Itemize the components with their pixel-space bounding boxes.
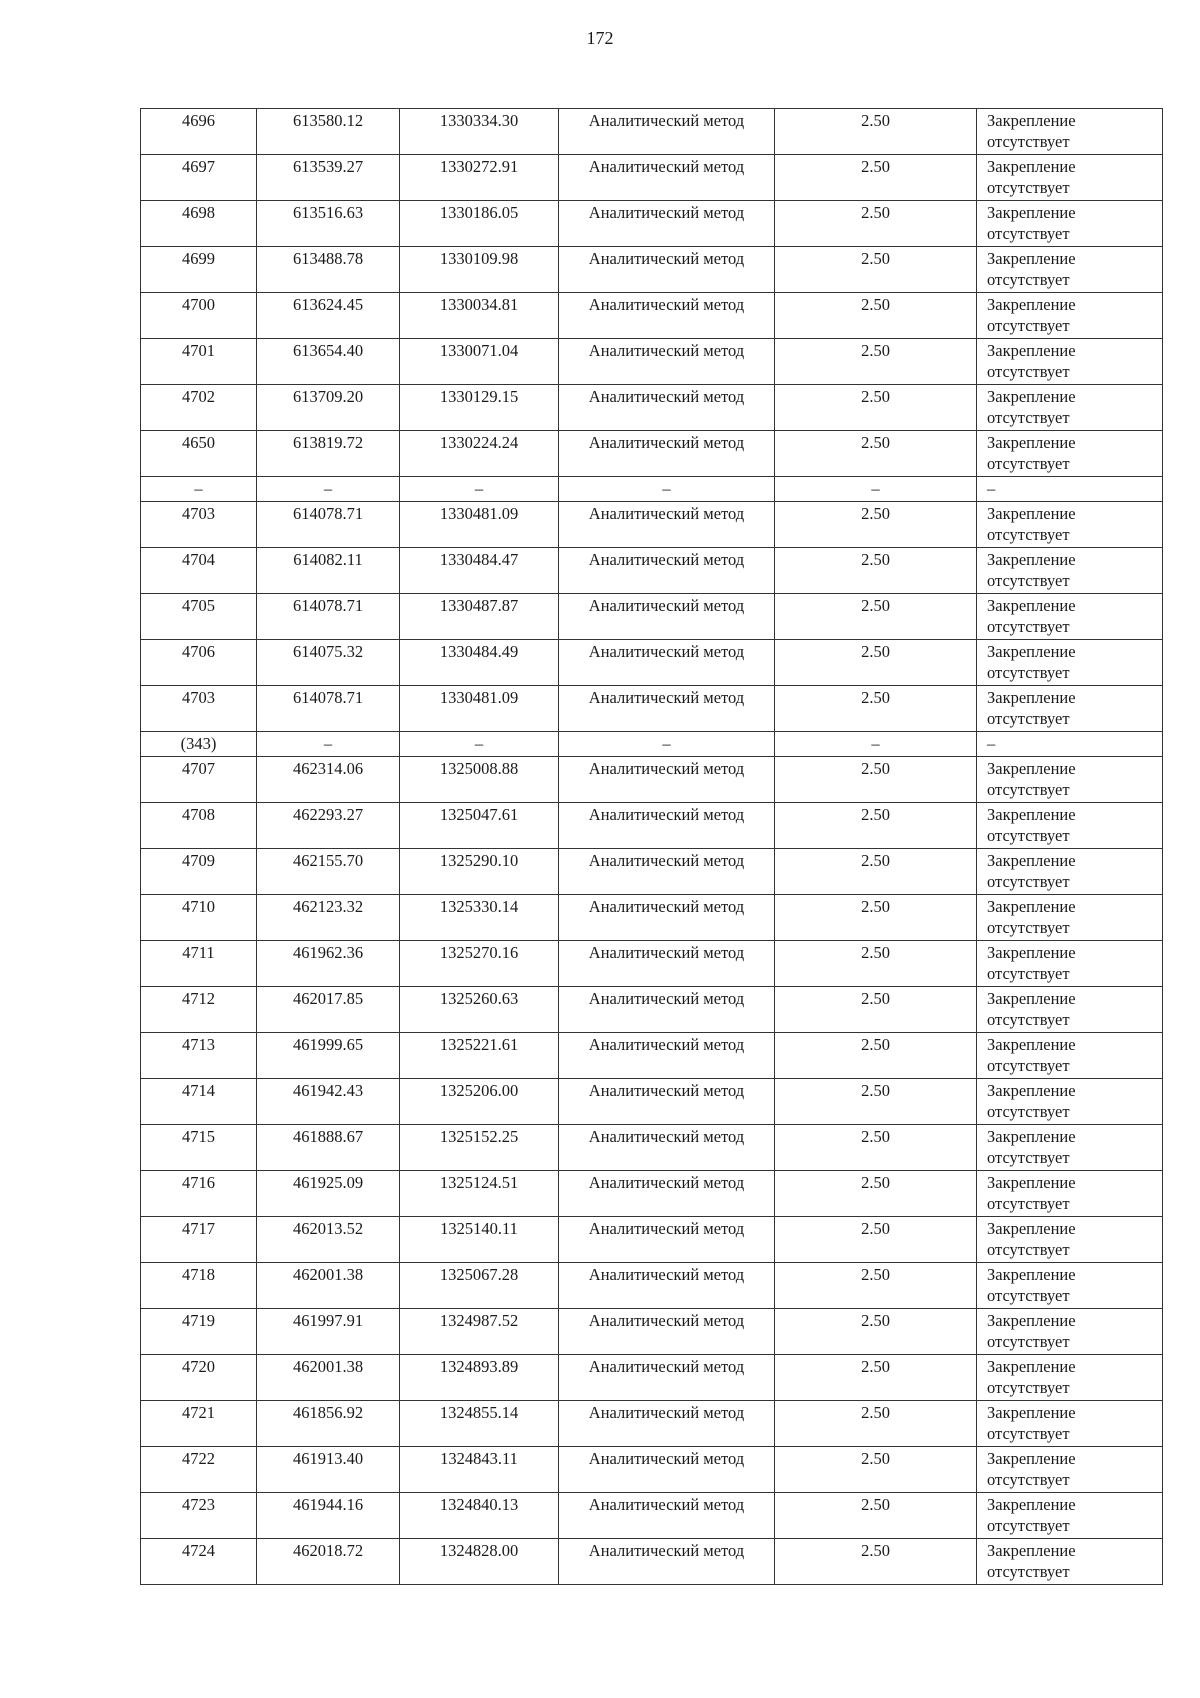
- fixing-line-2: отсутствует: [987, 617, 1070, 636]
- x-coordinate-cell: 462001.38: [257, 1355, 400, 1401]
- y-coordinate-cell: –: [400, 732, 559, 757]
- method-cell: –: [559, 732, 775, 757]
- y-coordinate-cell: 1330334.30: [400, 109, 559, 155]
- table-row: [141, 941, 1163, 987]
- y-coordinate-cell: 1325124.51: [400, 1171, 559, 1217]
- fixing-cell: [977, 895, 1163, 941]
- table-row: [141, 1447, 1163, 1493]
- fixing-line-2: отсутствует: [987, 224, 1070, 243]
- method-cell: Аналитический метод: [559, 1033, 775, 1079]
- y-coordinate-cell: 1325270.16: [400, 941, 559, 987]
- table-row: [141, 1263, 1163, 1309]
- x-coordinate-cell: 462293.27: [257, 803, 400, 849]
- accuracy-cell: 2.50: [775, 895, 977, 941]
- accuracy-cell: 2.50: [775, 594, 977, 640]
- x-coordinate-cell: 462001.38: [257, 1263, 400, 1309]
- fixing-line-1: Закрепление: [987, 1127, 1076, 1146]
- y-coordinate-cell: 1325206.00: [400, 1079, 559, 1125]
- method-cell: Аналитический метод: [559, 431, 775, 477]
- method-cell: Аналитический метод: [559, 941, 775, 987]
- fixing-line-2: отсутствует: [987, 525, 1070, 544]
- method-cell: Аналитический метод: [559, 1355, 775, 1401]
- y-coordinate-cell: 1325260.63: [400, 987, 559, 1033]
- x-coordinate-cell: 462017.85: [257, 987, 400, 1033]
- point-number-cell: 4698: [141, 201, 257, 247]
- method-cell: Аналитический метод: [559, 1539, 775, 1585]
- fixing-line-1: Закрепление: [987, 433, 1076, 452]
- table-row: [141, 1033, 1163, 1079]
- accuracy-cell: 2.50: [775, 757, 977, 803]
- fixing-cell: [977, 803, 1163, 849]
- fixing-cell: [977, 1309, 1163, 1355]
- x-coordinate-cell: 461913.40: [257, 1447, 400, 1493]
- y-coordinate-cell: 1330186.05: [400, 201, 559, 247]
- x-coordinate-cell: 613654.40: [257, 339, 400, 385]
- fixing-line-1: Закрепление: [987, 504, 1076, 523]
- fixing-line-2: отсутствует: [987, 454, 1070, 473]
- table-row: [141, 987, 1163, 1033]
- fixing-cell: [977, 686, 1163, 732]
- point-number-cell: 4711: [141, 941, 257, 987]
- point-number-cell: 4697: [141, 155, 257, 201]
- x-coordinate-cell: 462013.52: [257, 1217, 400, 1263]
- y-coordinate-cell: 1324840.13: [400, 1493, 559, 1539]
- accuracy-cell: 2.50: [775, 155, 977, 201]
- point-number-cell: 4716: [141, 1171, 257, 1217]
- accuracy-cell: 2.50: [775, 686, 977, 732]
- table-row: [141, 640, 1163, 686]
- point-number-cell: 4720: [141, 1355, 257, 1401]
- fixing-cell: [977, 757, 1163, 803]
- table-row: [141, 431, 1163, 477]
- method-cell: Аналитический метод: [559, 849, 775, 895]
- accuracy-cell: –: [775, 477, 977, 502]
- method-cell: Аналитический метод: [559, 1217, 775, 1263]
- fixing-line-1: Закрепление: [987, 1541, 1076, 1560]
- accuracy-cell: 2.50: [775, 1079, 977, 1125]
- table-row: [141, 155, 1163, 201]
- fixing-line-1: Закрепление: [987, 1035, 1076, 1054]
- x-coordinate-cell: –: [257, 732, 400, 757]
- fixing-cell: [977, 502, 1163, 548]
- x-coordinate-cell: 461999.65: [257, 1033, 400, 1079]
- fixing-line-1: Закрепление: [987, 387, 1076, 406]
- method-cell: Аналитический метод: [559, 293, 775, 339]
- accuracy-cell: 2.50: [775, 247, 977, 293]
- method-cell: Аналитический метод: [559, 1401, 775, 1447]
- accuracy-cell: 2.50: [775, 640, 977, 686]
- fixing-cell: [977, 849, 1163, 895]
- y-coordinate-cell: 1324987.52: [400, 1309, 559, 1355]
- x-coordinate-cell: 461944.16: [257, 1493, 400, 1539]
- accuracy-cell: 2.50: [775, 548, 977, 594]
- point-number-cell: 4708: [141, 803, 257, 849]
- y-coordinate-cell: 1324855.14: [400, 1401, 559, 1447]
- fixing-line-1: Закрепление: [987, 1311, 1076, 1330]
- fixing-cell: [977, 1263, 1163, 1309]
- y-coordinate-cell: 1325008.88: [400, 757, 559, 803]
- table-row: [141, 502, 1163, 548]
- x-coordinate-cell: 614075.32: [257, 640, 400, 686]
- point-number-cell: 4724: [141, 1539, 257, 1585]
- fixing-line-1: Закрепление: [987, 203, 1076, 222]
- fixing-cell: [977, 293, 1163, 339]
- method-cell: Аналитический метод: [559, 385, 775, 431]
- fixing-line-2: отсутствует: [987, 408, 1070, 427]
- y-coordinate-cell: 1325152.25: [400, 1125, 559, 1171]
- table-row: [141, 339, 1163, 385]
- table-row: [141, 1355, 1163, 1401]
- fixing-line-2: отсутствует: [987, 826, 1070, 845]
- point-number-cell: 4722: [141, 1447, 257, 1493]
- y-coordinate-cell: 1324893.89: [400, 1355, 559, 1401]
- fixing-line-2: отсутствует: [987, 1562, 1070, 1581]
- x-coordinate-cell: 462123.32: [257, 895, 400, 941]
- fixing-line-2: отсутствует: [987, 1424, 1070, 1443]
- y-coordinate-cell: 1330071.04: [400, 339, 559, 385]
- accuracy-cell: –: [775, 732, 977, 757]
- accuracy-cell: 2.50: [775, 1493, 977, 1539]
- method-cell: Аналитический метод: [559, 1125, 775, 1171]
- fixing-line-2: отсутствует: [987, 1102, 1070, 1121]
- point-number-cell: 4707: [141, 757, 257, 803]
- table-row: [141, 109, 1163, 155]
- method-cell: Аналитический метод: [559, 339, 775, 385]
- fixing-cell: [977, 1447, 1163, 1493]
- y-coordinate-cell: 1325221.61: [400, 1033, 559, 1079]
- accuracy-cell: 2.50: [775, 339, 977, 385]
- table-row: [141, 293, 1163, 339]
- table-row: [141, 1079, 1163, 1125]
- fixing-line-1: Закрепление: [987, 688, 1076, 707]
- table-row: [141, 1171, 1163, 1217]
- point-number-cell: 4705: [141, 594, 257, 640]
- x-coordinate-cell: 461962.36: [257, 941, 400, 987]
- accuracy-cell: 2.50: [775, 1033, 977, 1079]
- fixing-cell: [977, 732, 1163, 757]
- fixing-line-2: отсутствует: [987, 1148, 1070, 1167]
- table-row: [141, 247, 1163, 293]
- method-cell: Аналитический метод: [559, 109, 775, 155]
- x-coordinate-cell: 461888.67: [257, 1125, 400, 1171]
- table-row: [141, 201, 1163, 247]
- method-cell: Аналитический метод: [559, 548, 775, 594]
- method-cell: Аналитический метод: [559, 1171, 775, 1217]
- fixing-line-2: отсутствует: [987, 362, 1070, 381]
- fixing-line-1: Закрепление: [987, 1081, 1076, 1100]
- x-coordinate-cell: 613580.12: [257, 109, 400, 155]
- fixing-cell: [977, 1217, 1163, 1263]
- point-number-cell: 4719: [141, 1309, 257, 1355]
- y-coordinate-cell: 1325140.11: [400, 1217, 559, 1263]
- fixing-line-1: Закрепление: [987, 851, 1076, 870]
- fixing-line-2: отсутствует: [987, 709, 1070, 728]
- method-cell: Аналитический метод: [559, 502, 775, 548]
- table-row: [141, 895, 1163, 941]
- fixing-cell: [977, 640, 1163, 686]
- method-cell: Аналитический метод: [559, 1079, 775, 1125]
- fixing-line-1: Закрепление: [987, 111, 1076, 130]
- fixing-line-1: Закрепление: [987, 341, 1076, 360]
- fixing-line-2: отсутствует: [987, 780, 1070, 799]
- y-coordinate-cell: 1330034.81: [400, 293, 559, 339]
- method-cell: Аналитический метод: [559, 1309, 775, 1355]
- fixing-line-1: –: [987, 734, 996, 753]
- fixing-line-2: отсутствует: [987, 178, 1070, 197]
- accuracy-cell: 2.50: [775, 431, 977, 477]
- fixing-line-2: отсутствует: [987, 316, 1070, 335]
- fixing-cell: [977, 1401, 1163, 1447]
- accuracy-cell: 2.50: [775, 1171, 977, 1217]
- accuracy-cell: 2.50: [775, 1355, 977, 1401]
- fixing-cell: [977, 941, 1163, 987]
- table-row: [141, 849, 1163, 895]
- fixing-cell: [977, 201, 1163, 247]
- fixing-cell: [977, 247, 1163, 293]
- y-coordinate-cell: 1325047.61: [400, 803, 559, 849]
- point-number-cell: 4704: [141, 548, 257, 594]
- fixing-line-2: отсутствует: [987, 270, 1070, 289]
- method-cell: Аналитический метод: [559, 895, 775, 941]
- table-row: [141, 548, 1163, 594]
- table-row: [141, 1401, 1163, 1447]
- point-number-cell: 4703: [141, 686, 257, 732]
- fixing-cell: [977, 1493, 1163, 1539]
- accuracy-cell: 2.50: [775, 293, 977, 339]
- table-row: [141, 803, 1163, 849]
- point-number-cell: –: [141, 477, 257, 502]
- accuracy-cell: 2.50: [775, 1309, 977, 1355]
- point-number-cell: 4714: [141, 1079, 257, 1125]
- point-number-cell: 4702: [141, 385, 257, 431]
- method-cell: Аналитический метод: [559, 1263, 775, 1309]
- y-coordinate-cell: 1330481.09: [400, 686, 559, 732]
- fixing-line-2: отсутствует: [987, 1240, 1070, 1259]
- fixing-line-1: Закрепление: [987, 550, 1076, 569]
- fixing-line-1: Закрепление: [987, 989, 1076, 1008]
- x-coordinate-cell: 462314.06: [257, 757, 400, 803]
- point-number-cell: 4700: [141, 293, 257, 339]
- point-number-cell: 4718: [141, 1263, 257, 1309]
- fixing-line-2: отсутствует: [987, 571, 1070, 590]
- table-row: [141, 686, 1163, 732]
- page-number: 172: [586, 28, 614, 48]
- point-number-cell: 4703: [141, 502, 257, 548]
- table-row: [141, 1125, 1163, 1171]
- fixing-line-2: отсутствует: [987, 872, 1070, 891]
- fixing-line-1: Закрепление: [987, 943, 1076, 962]
- point-number-cell: 4701: [141, 339, 257, 385]
- fixing-cell: [977, 1355, 1163, 1401]
- method-cell: Аналитический метод: [559, 686, 775, 732]
- accuracy-cell: 2.50: [775, 1401, 977, 1447]
- fixing-line-2: отсутствует: [987, 663, 1070, 682]
- fixing-line-1: Закрепление: [987, 1173, 1076, 1192]
- x-coordinate-cell: 461942.43: [257, 1079, 400, 1125]
- fixing-line-1: Закрепление: [987, 1357, 1076, 1376]
- x-coordinate-cell: 462155.70: [257, 849, 400, 895]
- fixing-line-1: Закрепление: [987, 157, 1076, 176]
- fixing-line-2: отсутствует: [987, 1470, 1070, 1489]
- point-number-cell: 4709: [141, 849, 257, 895]
- y-coordinate-cell: 1324828.00: [400, 1539, 559, 1585]
- fixing-cell: [977, 1125, 1163, 1171]
- fixing-cell: [977, 987, 1163, 1033]
- fixing-line-1: Закрепление: [987, 897, 1076, 916]
- fixing-cell: [977, 1033, 1163, 1079]
- fixing-cell: [977, 339, 1163, 385]
- point-number-cell: 4717: [141, 1217, 257, 1263]
- point-number-cell: 4706: [141, 640, 257, 686]
- y-coordinate-cell: 1325290.10: [400, 849, 559, 895]
- x-coordinate-cell: 461997.91: [257, 1309, 400, 1355]
- table-row: [141, 1309, 1163, 1355]
- fixing-line-1: –: [987, 479, 996, 498]
- fixing-line-2: отсутствует: [987, 1010, 1070, 1029]
- point-number-cell: 4721: [141, 1401, 257, 1447]
- fixing-line-1: Закрепление: [987, 1449, 1076, 1468]
- point-number-cell: 4696: [141, 109, 257, 155]
- fixing-line-2: отсутствует: [987, 132, 1070, 151]
- y-coordinate-cell: 1325330.14: [400, 895, 559, 941]
- accuracy-cell: 2.50: [775, 803, 977, 849]
- x-coordinate-cell: 613516.63: [257, 201, 400, 247]
- fixing-cell: [977, 431, 1163, 477]
- y-coordinate-cell: 1324843.11: [400, 1447, 559, 1493]
- coordinates-table-body: [141, 109, 1163, 1585]
- fixing-line-1: Закрепление: [987, 759, 1076, 778]
- fixing-line-1: Закрепление: [987, 295, 1076, 314]
- y-coordinate-cell: 1330272.91: [400, 155, 559, 201]
- y-coordinate-cell: 1330487.87: [400, 594, 559, 640]
- x-coordinate-cell: –: [257, 477, 400, 502]
- fixing-line-1: Закрепление: [987, 1495, 1076, 1514]
- fixing-line-1: Закрепление: [987, 642, 1076, 661]
- table-row: [141, 757, 1163, 803]
- x-coordinate-cell: 614082.11: [257, 548, 400, 594]
- fixing-cell: [977, 477, 1163, 502]
- x-coordinate-cell: 614078.71: [257, 594, 400, 640]
- fixing-cell: [977, 594, 1163, 640]
- y-coordinate-cell: 1330484.49: [400, 640, 559, 686]
- method-cell: Аналитический метод: [559, 594, 775, 640]
- method-cell: Аналитический метод: [559, 987, 775, 1033]
- x-coordinate-cell: 614078.71: [257, 502, 400, 548]
- table-row: [141, 1217, 1163, 1263]
- method-cell: Аналитический метод: [559, 640, 775, 686]
- fixing-line-2: отсутствует: [987, 1516, 1070, 1535]
- method-cell: Аналитический метод: [559, 803, 775, 849]
- point-number-cell: (343): [141, 732, 257, 757]
- y-coordinate-cell: 1330484.47: [400, 548, 559, 594]
- accuracy-cell: 2.50: [775, 201, 977, 247]
- fixing-line-2: отсутствует: [987, 1056, 1070, 1075]
- accuracy-cell: 2.50: [775, 1447, 977, 1493]
- fixing-line-2: отсутствует: [987, 1332, 1070, 1351]
- accuracy-cell: 2.50: [775, 1125, 977, 1171]
- fixing-line-1: Закрепление: [987, 1219, 1076, 1238]
- accuracy-cell: 2.50: [775, 849, 977, 895]
- method-cell: Аналитический метод: [559, 247, 775, 293]
- y-coordinate-cell: 1330129.15: [400, 385, 559, 431]
- table-row: [141, 1539, 1163, 1585]
- accuracy-cell: 2.50: [775, 385, 977, 431]
- method-cell: –: [559, 477, 775, 502]
- point-number-cell: 4713: [141, 1033, 257, 1079]
- method-cell: Аналитический метод: [559, 155, 775, 201]
- accuracy-cell: 2.50: [775, 1217, 977, 1263]
- method-cell: Аналитический метод: [559, 757, 775, 803]
- method-cell: Аналитический метод: [559, 201, 775, 247]
- fixing-line-1: Закрепление: [987, 249, 1076, 268]
- point-number-cell: 4650: [141, 431, 257, 477]
- method-cell: Аналитический метод: [559, 1493, 775, 1539]
- fixing-line-2: отсутствует: [987, 1286, 1070, 1305]
- fixing-cell: [977, 1171, 1163, 1217]
- fixing-line-1: Закрепление: [987, 596, 1076, 615]
- y-coordinate-cell: 1330109.98: [400, 247, 559, 293]
- fixing-line-2: отсутствует: [987, 1378, 1070, 1397]
- x-coordinate-cell: 614078.71: [257, 686, 400, 732]
- x-coordinate-cell: 613488.78: [257, 247, 400, 293]
- fixing-line-2: отсутствует: [987, 964, 1070, 983]
- point-number-cell: 4699: [141, 247, 257, 293]
- accuracy-cell: 2.50: [775, 109, 977, 155]
- fixing-cell: [977, 109, 1163, 155]
- x-coordinate-cell: 461925.09: [257, 1171, 400, 1217]
- y-coordinate-cell: 1330224.24: [400, 431, 559, 477]
- accuracy-cell: 2.50: [775, 1539, 977, 1585]
- fixing-cell: [977, 548, 1163, 594]
- x-coordinate-cell: 613624.45: [257, 293, 400, 339]
- accuracy-cell: 2.50: [775, 502, 977, 548]
- x-coordinate-cell: 461856.92: [257, 1401, 400, 1447]
- point-number-cell: 4723: [141, 1493, 257, 1539]
- x-coordinate-cell: 462018.72: [257, 1539, 400, 1585]
- fixing-line-1: Закрепление: [987, 805, 1076, 824]
- fixing-line-1: Закрепление: [987, 1265, 1076, 1284]
- y-coordinate-cell: 1325067.28: [400, 1263, 559, 1309]
- separator-row: [141, 732, 1163, 757]
- accuracy-cell: 2.50: [775, 941, 977, 987]
- fixing-line-2: отсутствует: [987, 918, 1070, 937]
- fixing-line-1: Закрепление: [987, 1403, 1076, 1422]
- accuracy-cell: 2.50: [775, 987, 977, 1033]
- fixing-cell: [977, 155, 1163, 201]
- method-cell: Аналитический метод: [559, 1447, 775, 1493]
- table-row: [141, 594, 1163, 640]
- separator-row: [141, 477, 1163, 502]
- point-number-cell: 4715: [141, 1125, 257, 1171]
- point-number-cell: 4710: [141, 895, 257, 941]
- accuracy-cell: 2.50: [775, 1263, 977, 1309]
- x-coordinate-cell: 613709.20: [257, 385, 400, 431]
- x-coordinate-cell: 613819.72: [257, 431, 400, 477]
- fixing-cell: [977, 1079, 1163, 1125]
- coordinates-table: [140, 108, 1163, 1585]
- point-number-cell: 4712: [141, 987, 257, 1033]
- table-row: [141, 1493, 1163, 1539]
- x-coordinate-cell: 613539.27: [257, 155, 400, 201]
- y-coordinate-cell: –: [400, 477, 559, 502]
- fixing-cell: [977, 1539, 1163, 1585]
- table-row: [141, 385, 1163, 431]
- fixing-line-2: отсутствует: [987, 1194, 1070, 1213]
- y-coordinate-cell: 1330481.09: [400, 502, 559, 548]
- fixing-cell: [977, 385, 1163, 431]
